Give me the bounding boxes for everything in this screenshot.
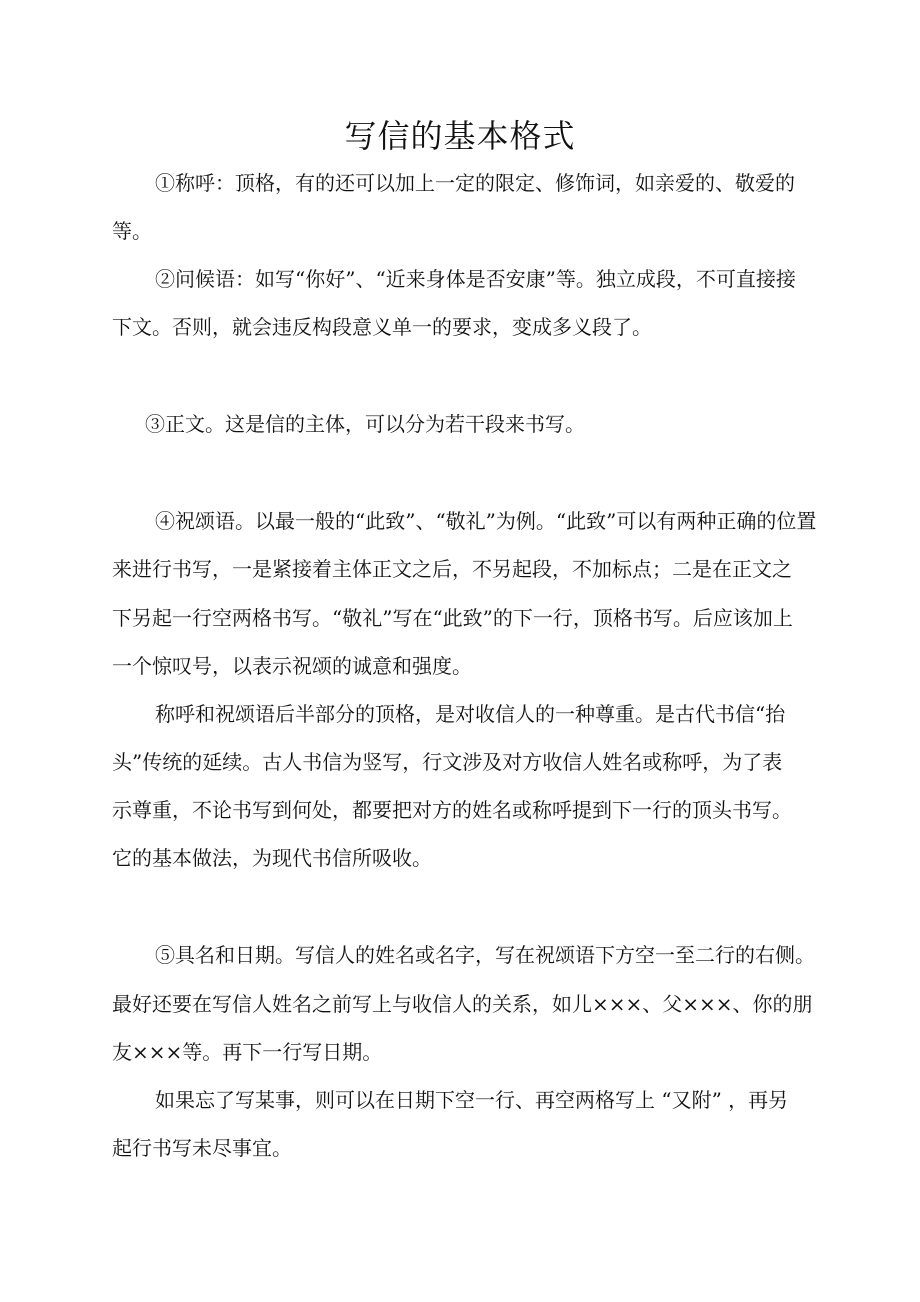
text-line: ②问候语：如写“你好”、“近来身体是否安康”等。独立成段，不可直接接 [155,267,796,291]
text-line: ①称呼：顶格，有的还可以加上一定的限定、修饰词，如亲爱的、敬爱的 [155,171,795,195]
text-line: 头”传统的延续。古人书信为竖写，行文涉及对方收信人姓名或称呼，为了表 [112,750,783,774]
text-line: ③正文。这是信的主体，可以分为若干段来书写。 [145,412,585,436]
text-line: 最好还要在写信人姓名之前写上与收信人的关系，如儿×××、父×××、你的朋 [112,992,813,1016]
text-line: 它的基本做法，为现代书信所吸收。 [112,846,432,870]
text-line: 起行书写未尽事宜。 [112,1136,292,1160]
text-line: 下另起一行空两格书写。“敬礼”写在“此致”的下一行，顶格书写。后应该加上 [112,606,793,630]
text-line: 一个惊叹号，以表示祝颂的诚意和强度。 [112,654,472,678]
text-line: ④祝颂语。以最一般的“此致”、“敬礼”为例。“此致”可以有两种正确的位置 [155,509,817,533]
text-line: 示尊重，不论书写到何处，都要把对方的姓名或称呼提到下一行的顶头书写。 [112,798,792,822]
text-line: 下文。否则，就会违反构段意义单一的要求，变成多义段了。 [112,315,652,339]
text-line: 如果忘了写某事，则可以在日期下空一行、再空两格写上 “又附” ，再另 [155,1088,789,1112]
text-line: 等。 [112,219,152,243]
document-title: 写信的基本格式 [344,117,576,155]
text-line: 称呼和祝颂语后半部分的顶格，是对收信人的一种尊重。是古代书信“抬 [155,702,786,726]
text-line: 来进行书写，一是紧接着主体正文之后，不另起段，不加标点；二是在正文之 [112,557,792,581]
text-line: ⑤具名和日期。写信人的姓名或名字，写在祝颂语下方空一至二行的右侧。 [155,943,815,967]
text-line: 友×××等。再下一行写日期。 [112,1040,383,1064]
